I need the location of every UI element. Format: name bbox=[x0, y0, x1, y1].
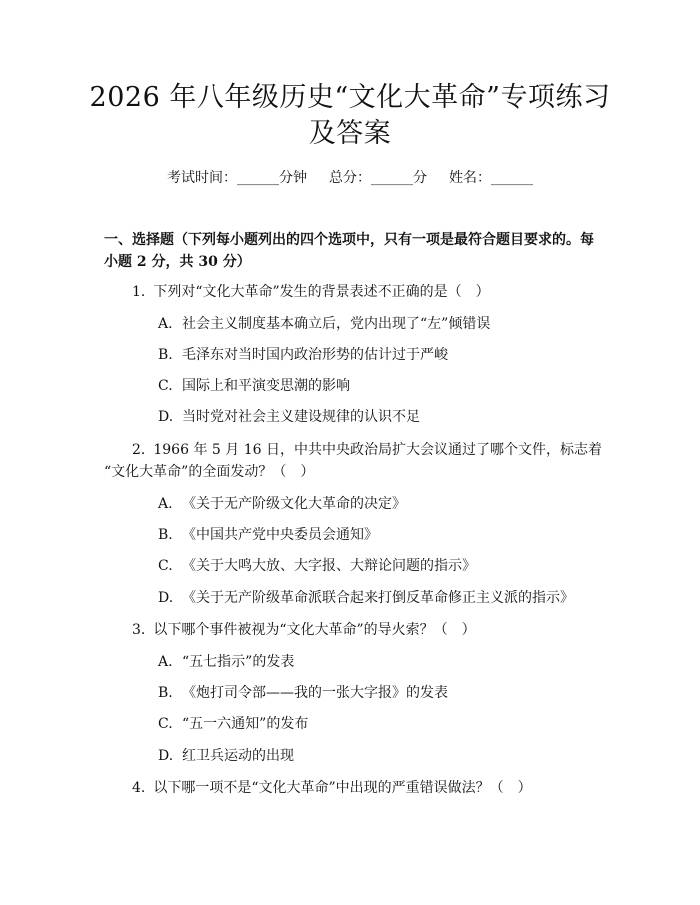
option-text: 红卫兵运动的出现 bbox=[182, 748, 294, 764]
option-text: 《中国共产党中央委员会通知》 bbox=[182, 527, 378, 543]
option-letter: B. bbox=[158, 527, 173, 543]
exam-time-field: 考试时间：______分钟 bbox=[167, 170, 307, 186]
question-2 bbox=[132, 440, 602, 460]
option-letter: A. bbox=[158, 654, 173, 670]
question-2-continued: “文化大革命”的全面发动？（ ） bbox=[104, 464, 315, 480]
question-number: 2. bbox=[132, 442, 146, 458]
total-score-field: 总分：______分 bbox=[329, 170, 427, 186]
exam-meta bbox=[0, 168, 700, 188]
option-text: 当时党对社会主义建设规律的认识不足 bbox=[182, 409, 420, 425]
question-3-option-c bbox=[158, 714, 308, 734]
option-letter: B. bbox=[158, 685, 173, 701]
option-letter: A. bbox=[158, 496, 173, 512]
question-text: 下列对“文化大革命”发生的背景表述不正确的是（ ） bbox=[153, 284, 490, 300]
question-text: 以下哪一项不是“文化大革命”中出现的严重错误做法？（ ） bbox=[153, 780, 532, 796]
question-1 bbox=[132, 282, 490, 302]
question-number: 3. bbox=[132, 622, 146, 638]
question-4 bbox=[132, 778, 532, 798]
option-text: 《炮打司令部——我的一张大字报》的发表 bbox=[182, 685, 448, 701]
question-number: 1. bbox=[132, 284, 146, 300]
question-3 bbox=[132, 620, 476, 640]
question-3-option-d bbox=[158, 746, 294, 766]
option-letter: B. bbox=[158, 347, 173, 363]
student-name-field: 姓名：______ bbox=[449, 170, 533, 186]
option-letter: C. bbox=[158, 558, 173, 574]
question-2-option-c bbox=[158, 556, 476, 576]
section-heading: 一、选择题（下列每小题列出的四个选项中，只有一项是最符合题目要求的。每 bbox=[104, 232, 594, 248]
question-number: 4. bbox=[132, 780, 146, 796]
question-3-option-b bbox=[158, 683, 448, 703]
question-2-option-d bbox=[158, 588, 574, 608]
option-text: 毛泽东对当时国内政治形势的估计过于严峻 bbox=[182, 347, 448, 363]
option-letter: D. bbox=[158, 409, 174, 425]
option-text: 《关于无产阶级文化大革命的决定》 bbox=[182, 496, 406, 512]
option-letter: D. bbox=[158, 590, 174, 606]
option-text: “五七指示”的发表 bbox=[182, 654, 295, 670]
option-letter: C. bbox=[158, 716, 173, 732]
option-text: 国际上和平演变思潮的影响 bbox=[182, 378, 350, 394]
section-heading-continued: 小题 2 分，共 30 分） bbox=[104, 254, 251, 270]
question-1-option-b bbox=[158, 345, 448, 365]
option-letter: D. bbox=[158, 748, 174, 764]
option-text: 《关于无产阶级革命派联合起来打倒反革命修正主义派的指示》 bbox=[182, 590, 574, 606]
question-text: 以下哪个事件被视为“文化大革命”的导火索？（ ） bbox=[153, 622, 476, 638]
question-2-option-b bbox=[158, 525, 378, 545]
option-letter: C. bbox=[158, 378, 173, 394]
page-title-continued: 及答案 bbox=[308, 118, 392, 149]
option-text: “五一六通知”的发布 bbox=[182, 716, 309, 732]
option-text: 《关于大鸣大放、大字报、大辩论问题的指示》 bbox=[182, 558, 476, 574]
question-1-option-d bbox=[158, 407, 420, 427]
question-1-option-a bbox=[158, 314, 490, 334]
question-3-option-a bbox=[158, 652, 294, 672]
question-2-option-a bbox=[158, 494, 406, 514]
page-title: 2026 年八年级历史“文化大革命”专项练习 bbox=[89, 82, 611, 113]
option-text: 社会主义制度基本确立后，党内出现了“左”倾错误 bbox=[182, 316, 491, 332]
question-1-option-c bbox=[158, 376, 350, 396]
option-letter: A. bbox=[158, 316, 173, 332]
question-text: 1966 年 5 月 16 日，中共中央政治局扩大会议通过了哪个文件，标志着 bbox=[153, 442, 602, 458]
